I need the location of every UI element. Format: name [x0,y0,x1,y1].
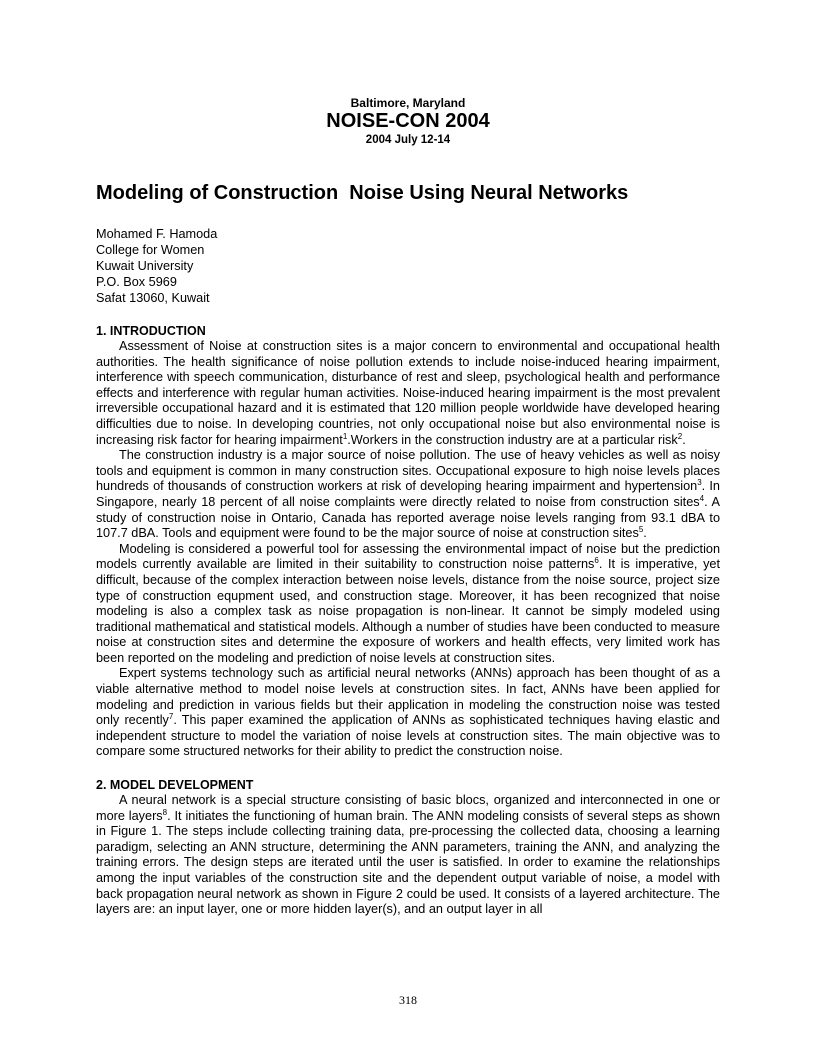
section-heading: 1. INTRODUCTION [96,324,206,338]
citation: 3 [697,478,702,488]
paragraph: Assessment of Noise at construction sites is a major concern to environmental and occupational health authorities. The health significance of noise pollution extends to include noise-induced hearing impairment, interference with speech communication, disturbance of rest and sleep, psychological health and performance effects and interference with regular human activities. Noise-induced hearing impairment is the most prevalent irreversible occupational hazard and it is estimated that 120 million people worldwide have developed hearing difficulties due to noise. In developing countries, not only occupational noise but also environmental noise is increasing risk factor for hearing impairment$^1$.Workers in the construction industry are at a particular risk$^2$. [96,339,720,447]
paragraph: Expert systems technology such as artificial neural networks (ANNs) approach has been thought of as a viable alternative method to model noise levels at construction sites. In fact, ANNs have been applied for modeling and prediction in various fields but their application in modeling the construction noise was tested only recently$^7$. This paper examined the application of ANNs as sophisticated techniques having elastic and independent structure to model the variation of noise levels at construction sites. The main objective was to compare some structured networks for their ability to predict the construction noise. [96,666,720,759]
author-name: Mohamed F. Hamoda [96,227,218,241]
conference-location: Baltimore, Maryland [350,96,466,110]
author-block [96,226,720,306]
paper-page [96,96,720,918]
conference-header [96,96,720,147]
paragraph: Modeling is considered a powerful tool for assessing the environmental impact of noise but the prediction models currently available are limited in their suitability to construction noise patterns$^6$. It is imperative, yet difficult, because of the complex interaction between noise levels, distance from the noise source, project size type of construction equpment used, and construction stage. Moreover, it has been recognized that noise modeling is also a complex task as noise propagation is non-linear. It cannot be simply modeled using traditional mathematical and statistical models. Although a number of studies have been conducted to measure noise at construction sites and determine the exposure of workers and health effects, very limited work has been reported on the modeling and prediction of noise levels at construction sites. [96,541,721,665]
section-model-development [96,778,720,918]
citation: 6 [594,556,599,566]
citation: 2 [677,431,683,441]
author-city: Safat 13060, Kuwait [96,291,210,305]
section-introduction [96,324,720,760]
citation: 7 [168,712,174,722]
author-institution: Kuwait University [96,259,194,273]
citation: 4 [699,493,705,503]
citation: 5 [638,524,644,534]
section-heading: 2. MODEL DEVELOPMENT [96,778,254,793]
author-pobox: P.O. Box 5969 [96,275,177,289]
conference-name: NOISE-CON 2004 [326,110,490,132]
paragraph: A neural network is a special structure consisting of basic blocs, organized and interconnected in one or more layers$^8$. It initiates the functioning of human brain. The ANN modeling consists of several steps as shown in Figure 1. The steps include collecting training data, pre-processing the collected data, choosing a learning paradigm, selecting an ANN structure, determining the ANN parameters, training the ANN, and analyzing the training errors. The design steps are iterated until the user is satisfied. In order to examine the relationships among the input variables of the construction site and the dependent output variable of noise, a model with back propagation neural network as shown in Figure 2 could be used. It consists of a layered architecture. The layers are: an input layer, one or more hidden layer(s), and an output layer in all [96,793,721,917]
author-affiliation: College for Women [96,243,205,257]
page-number: 318 [399,993,417,1007]
citation: 8 [162,807,168,817]
conference-date: 2004 July 12-14 [365,134,451,146]
citation: 1 [342,431,348,441]
paragraph: The construction industry is a major source of noise pollution. The use of heavy vehicles as well as noisy tools and equipment is common in many construction sites. Occupational exposure to high noise levels places hundreds of thousands of construction workers at risk of developing hearing impairment and hypertension$^3$. In Singapore, nearly 18 percent of all noise complaints were directly related to noise from construction sites$^4$. A study of construction noise in Ontario, Canada has reported average noise levels ranging from 93.1 dBA to 107.7 dBA. Tools and equipment were found to be the major source of noise at construction sites$^5$. [96,448,720,541]
paper-title: Modeling of Construction Noise Using Neural Networks [96,182,629,204]
